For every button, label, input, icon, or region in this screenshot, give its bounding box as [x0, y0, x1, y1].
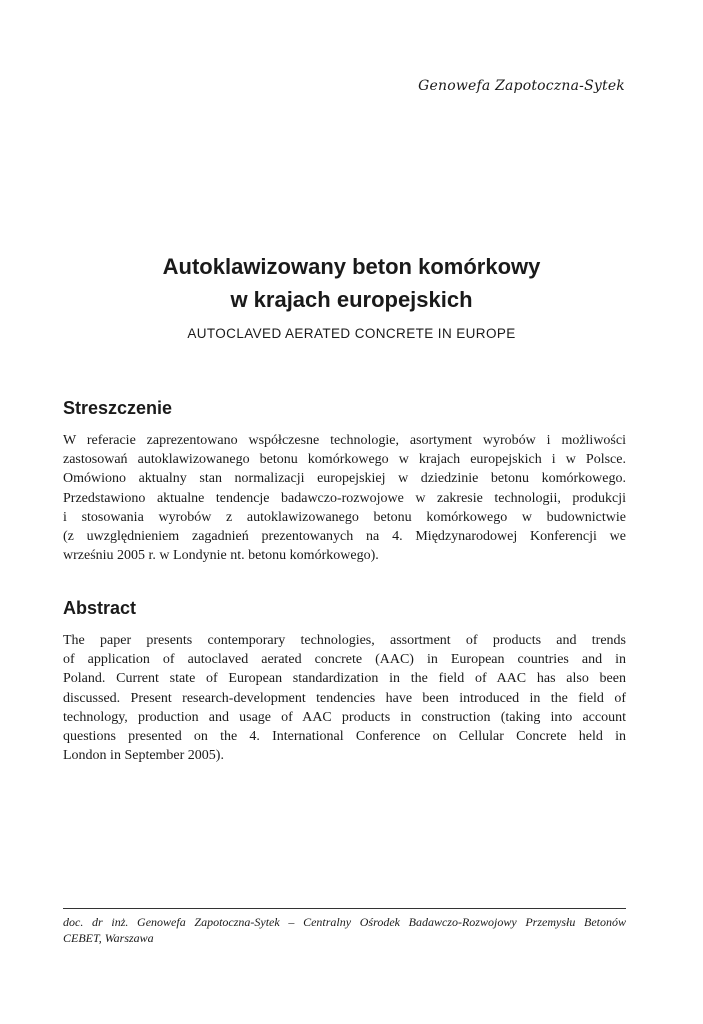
paragraph-line: of application of autoclaved aerated concrete (AAC) in European countries and in [63, 652, 626, 668]
streszczenie-heading: Streszczenie [63, 398, 173, 418]
title-line-2: w krajach europejskich [230, 287, 473, 312]
paragraph-line: discussed. Present research-development tendencies have been introduced in the field of [63, 690, 626, 706]
paper-title [0, 250, 703, 316]
paragraph-line: i stosowania wyrobów z autoklawizowanego betonu komórkowego w budownictwie [63, 509, 626, 525]
title-line-1: Autoklawizowany beton komórkowy [162, 254, 541, 279]
paragraph-line: (z uwzględnieniem zagadnień prezentowanych na 4. Międzynarodowej Konferencji we [63, 529, 626, 545]
paragraph-line: technology, production and usage of AAC products in construction (taking into account [63, 709, 626, 725]
footnote-line: doc. dr inż. Genowefa Zapotoczna-Sytek – Centralny Ośrodek Badawczo-Rozwojowy Przemysłu Betonów [63, 915, 626, 929]
paragraph-line: Poland. Current state of European standardization in the field of AAC has also been [63, 671, 626, 687]
running-header-author: Genowefa Zapotoczna-Sytek [418, 78, 625, 94]
paragraph-line: W referacie zaprezentowano współczesne technologie, asortyment wyrobów i możliwości [63, 433, 626, 448]
paragraph-line: Omówiono aktualny stan normalizacji europejskiej w dziedzinie betonu komórkowego. [63, 471, 626, 487]
paragraph-line: Przedstawiono aktualne tendencje badawczo-rozwojowe w zakresie technologii, produkcji [63, 490, 626, 506]
paragraph-line: questions presented on the 4. International Conference on Cellular Concrete held in [63, 729, 626, 745]
paragraph-line: The paper presents contemporary technologies, assortment of products and trends [63, 633, 626, 648]
footnote-line: CEBET, Warszawa [63, 931, 154, 945]
abstract-paragraph [63, 631, 626, 765]
abstract-heading: Abstract [63, 598, 137, 618]
footnote-divider [63, 908, 626, 909]
streszczenie-paragraph [63, 431, 626, 565]
english-title: AUTOCLAVED AERATED CONCRETE IN EUROPE [187, 326, 516, 341]
paragraph-line: wrześniu 2005 r. w Londynie nt. betonu komórkowego). [63, 548, 379, 564]
paragraph-line: zastosowań autoklawizowanego betonu komórkowego w krajach europejskich i w Polsce. [63, 452, 626, 468]
author-affiliation-footnote [63, 914, 626, 946]
paragraph-line: London in September 2005). [63, 748, 224, 764]
